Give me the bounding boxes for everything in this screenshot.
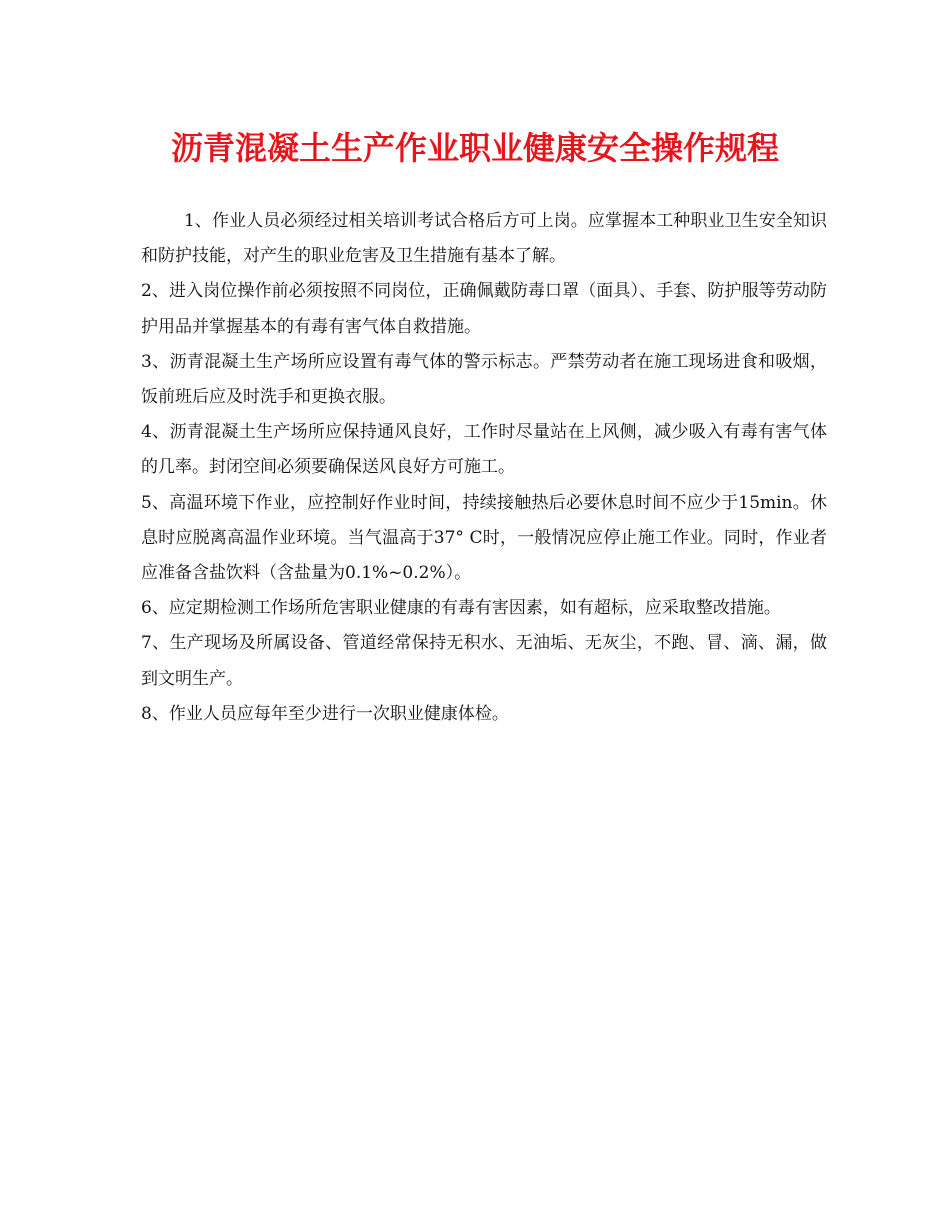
document-body [141, 204, 827, 732]
paragraph-8: 8、作业人员应每年至少进行一次职业健康体检。 [141, 703, 509, 724]
paragraph-5: 5、高温环境下作业，应控制好作业时间，持续接触热后必要休息时间不应少于15min。休息时应脱离高温作业环境。当气温高于37° C时，一般情况应停止施工作业。同时，作业者应准备含盐饮料（含盐量为0.1%~0.2%）。 [141, 492, 827, 584]
paragraph-6: 6、应定期检测工作场所危害职业健康的有毒有害因素，如有超标，应采取整改措施。 [141, 598, 781, 619]
paragraph-2: 2、进入岗位操作前必须按照不同岗位，正确佩戴防毒口罩（面具）、手套、防护服等劳动防护用品并掌握基本的有毒有害气体自救措施。 [141, 281, 827, 337]
document-title: 沥青混凝土生产作业职业健康安全操作规程 [170, 129, 779, 167]
paragraph-4: 4、沥青混凝土生产场所应保持通风良好，工作时尽量站在上风侧，减少吸入有毒有害气体的几率。封闭空间必须要确保送风良好方可施工。 [141, 422, 827, 478]
paragraph-3: 3、沥青混凝土生产场所应设置有毒气体的警示标志。严禁劳动者在施工现场进食和吸烟，饭前班后应及时洗手和更换衣服。 [141, 351, 827, 408]
paragraph-7: 7、生产现场及所属设备、管道经常保持无积水、无油垢、无灰尘，不跑、冒、滴、漏，做到文明生产。 [141, 633, 827, 689]
paragraph-1: 1、作业人员必须经过相关培训考试合格后方可上岗。应掌握本工种职业卫生安全知识和防护技能，对产生的职业危害及卫生措施有基本了解。 [141, 211, 827, 267]
